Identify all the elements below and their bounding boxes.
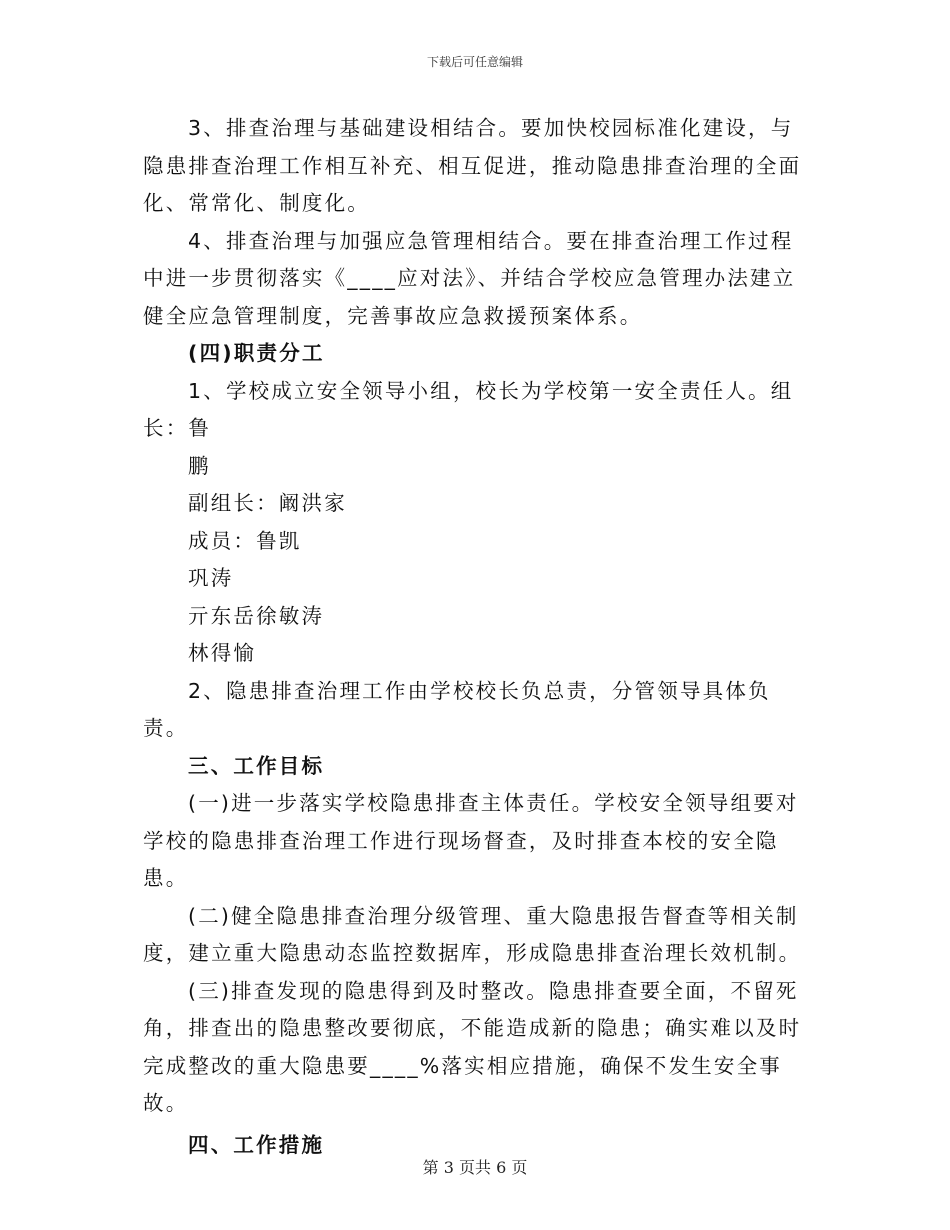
document-body [143, 110, 811, 1164]
paragraph-goal-2: (二)健全隐患排查治理分级管理、重大隐患报告督查等相关制度，建立重大隐患动态监控数据库，形成隐患排查治理长效机制。 [143, 903, 802, 965]
name-line: 鹏 [188, 453, 211, 478]
paragraph-item-4: 4、排查治理与加强应急管理相结合。要在排查治理工作过程中进一步贯彻落实《____应对法》、并结合学校应急管理办法建立健全应急管理制度，完善事故应急救援预案体系。 [143, 228, 796, 328]
paragraph-item-3: 3、排查治理与基础建设相结合。要加快校园标准化建设，与隐患排查治理工作相互补充、相互促进，推动隐患排查治理的全面化、常常化、制度化。 [143, 116, 802, 215]
section-heading-duties: (四)职责分工 [188, 341, 325, 365]
section-heading-measures: 四、工作措施 [188, 1132, 325, 1157]
member-name-line: 林得愉 [188, 641, 257, 665]
page-number-footer: 第 3 页共 6 页 [422, 1158, 528, 1177]
member-name-line: 亓东岳徐敏涛 [188, 603, 325, 628]
page-header-note: 下载后可任意编辑 [426, 55, 523, 69]
paragraph-goal-3: (三)排查发现的隐患得到及时整改。隐患排查要全面，不留死角，排查出的隐患整改要彻底，不能造成新的隐患；确实难以及时完成整改的重大隐患要____%落实相应措施，确保不发生安全事故。 [143, 978, 802, 1115]
deputy-leader-line: 副组长：阚洪家 [188, 491, 347, 515]
member-name-line: 巩涛 [188, 566, 234, 590]
section-heading-goals: 三、工作目标 [188, 753, 325, 778]
members-line: 成员：鲁凯 [188, 528, 302, 553]
paragraph-goal-1: (一)进一步落实学校隐患排查主体责任。学校安全领导组要对学校的隐患排查治理工作进行现场督查，及时排查本校的安全隐患。 [143, 791, 799, 890]
paragraph-leadership-group: 1、学校成立安全领导小组，校长为学校第一安全责任人。组长：鲁 [143, 378, 794, 440]
paragraph-responsibility: 2、隐患排查治理工作由学校校长负总责，分管领导具体负责。 [143, 678, 771, 740]
